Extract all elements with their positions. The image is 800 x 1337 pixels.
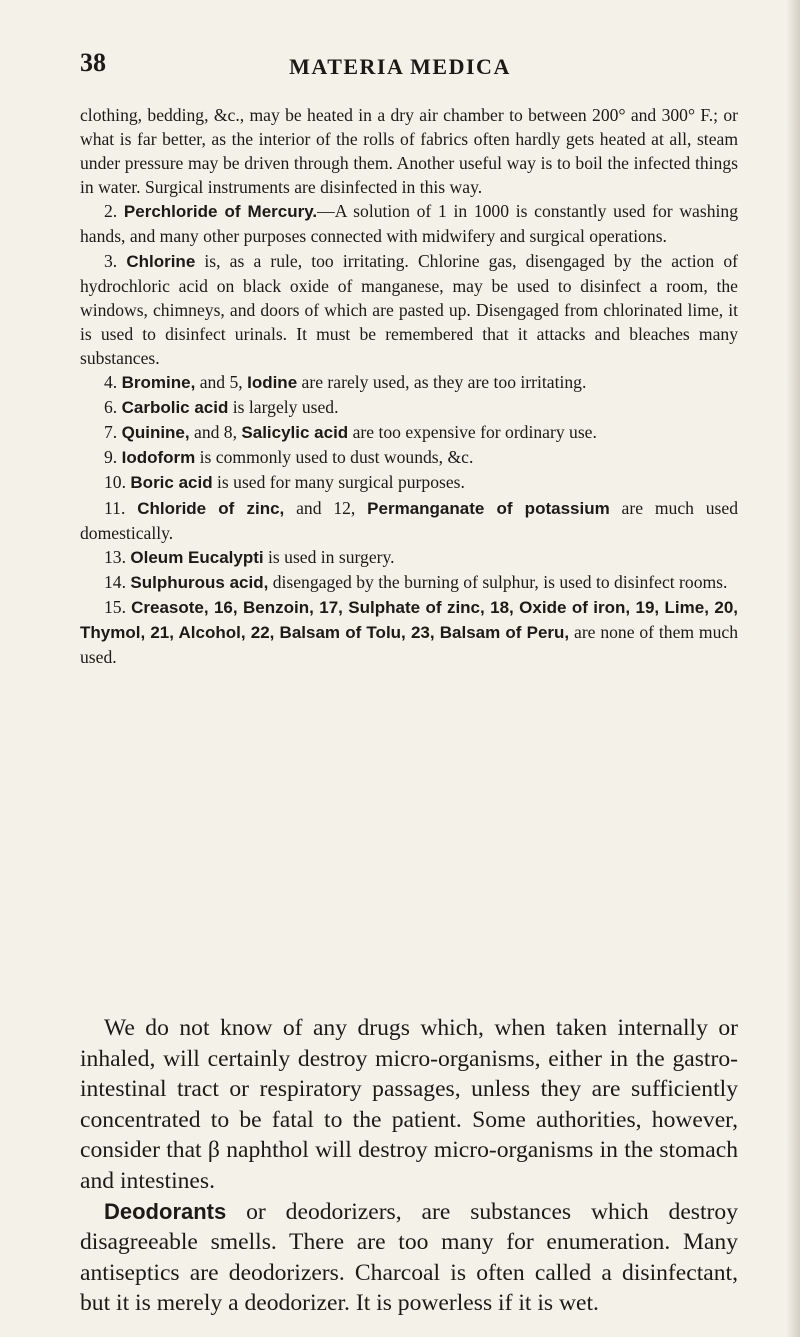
list-item-eucalypti: 13. Oleum Eucalypti is used in surgery.: [104, 546, 395, 567]
running-title: MATERIA MEDICA: [289, 54, 511, 79]
item-heading: Oleum Eucalypti: [130, 547, 264, 567]
item-heading: Chlorine: [126, 251, 196, 271]
list-item-quinine-salicylic: 7. Quinine, and 8, Salicylic acid are too expensive for ordinary use.: [104, 422, 597, 443]
item-heading: Quinine,: [121, 423, 190, 443]
paragraph-internal-drugs: We do not know of any drugs which, when taken internally or inhaled, will certainly destroy micro-organisms, either in the gastro-intestinal tract or respiratory passages, unless they are sufficiently concentrated to be fatal to the patient. Some authorities, however, consider that β naphthol will destroy micro-organisms in the stomach and intestines.: [80, 1015, 738, 1194]
list-item-chloride-permanganate: 11. Chloride of zinc, and 12, Permanganate of potassium are much used domestically.: [80, 497, 739, 543]
item-heading: Bromine,: [121, 373, 196, 393]
item-heading: Iodine: [247, 373, 298, 393]
list-item-iodoform: 9. Iodoform is commonly used to dust wounds, &c.: [104, 447, 474, 468]
page-header: [80, 44, 720, 84]
item-heading: Boric acid: [130, 473, 213, 493]
item-heading: Perchloride of Mercury.: [123, 202, 318, 222]
list-item-chlorine: 3. Chlorine is, as a rule, too irritating. Chlorine gas, disengaged by the action of hydrochloric acid on black oxide of manganese, may be used to disinfect a room, the windows, chimneys, and doors of which are pasted up. Disengaged from chlorinated lime, it is used to disinfect urinals. It must be remembered that it attacks and bleaches many substances.: [80, 250, 738, 368]
paragraph-deodorants: Deodorants or deodorizers, are substances which destroy disagreeable smells. There are too many for enumeration. Many antiseptics are deodorizers. Charcoal is often called a disinfectant, but it is merely a deodorizer. It is powerless if it is wet.: [80, 1198, 738, 1317]
paragraph-continued: clothing, bedding, &c., may be heated in a dry air chamber to between 200° and 300° F.; or what is far better, as the interior of the rolls of fabrics often hardly gets heated at all, steam under pressure may be driven through them. Another useful way is to boil the infected things in water. Surgical instruments are disinfected in this way.: [80, 105, 738, 198]
page-edge-shadow: [786, 0, 800, 1337]
list-item-minor-agents: 15. Creasote, 16, Benzoin, 17, Sulphate of zinc, 18, Oxide of iron, 19, Lime, 20, Thymol, 21, Alcohol, 22, Balsam of Tolu, 23, Balsam of Peru, are none of them much used.: [80, 596, 739, 668]
list-item-bromine-iodine: 4. Bromine, and 5, Iodine are rarely used, as they are too irritating.: [104, 372, 587, 393]
page-number: 38: [80, 48, 106, 77]
item-heading: Chloride of zinc,: [137, 498, 285, 518]
list-item-sulphurous: 14. Sulphurous acid, disengaged by the burning of sulphur, is used to disinfect rooms.: [104, 571, 728, 592]
item-heading: Salicylic acid: [241, 423, 349, 443]
disinfectant-list: [80, 103, 738, 669]
item-heading: Carbolic acid: [121, 398, 229, 418]
list-item-perchloride: 2. Perchloride of Mercury.—A solution of 1 in 1000 is constantly used for washing hands, and many other purposes connected with midwifery and surgical operations.: [80, 201, 738, 247]
item-heading: Sulphurous acid,: [130, 572, 269, 592]
list-item-boric: 10. Boric acid is used for many surgical purposes.: [104, 472, 465, 493]
item-heading: Deodorants: [104, 1198, 227, 1224]
item-heading: Permanganate of potassium: [367, 498, 610, 518]
list-item-carbolic: 6. Carbolic acid is largely used.: [104, 397, 339, 418]
item-heading: Creasote, 16, Benzoin, 17, Sulphate of zinc, 18, Oxide of iron, 19, Lime, 20, Thymol, 21, Alcohol, 22, Balsam of Tolu, 23, Balsam of Peru,: [80, 597, 738, 642]
item-heading: Iodoform: [121, 448, 196, 468]
large-type-section: [80, 1013, 738, 1319]
